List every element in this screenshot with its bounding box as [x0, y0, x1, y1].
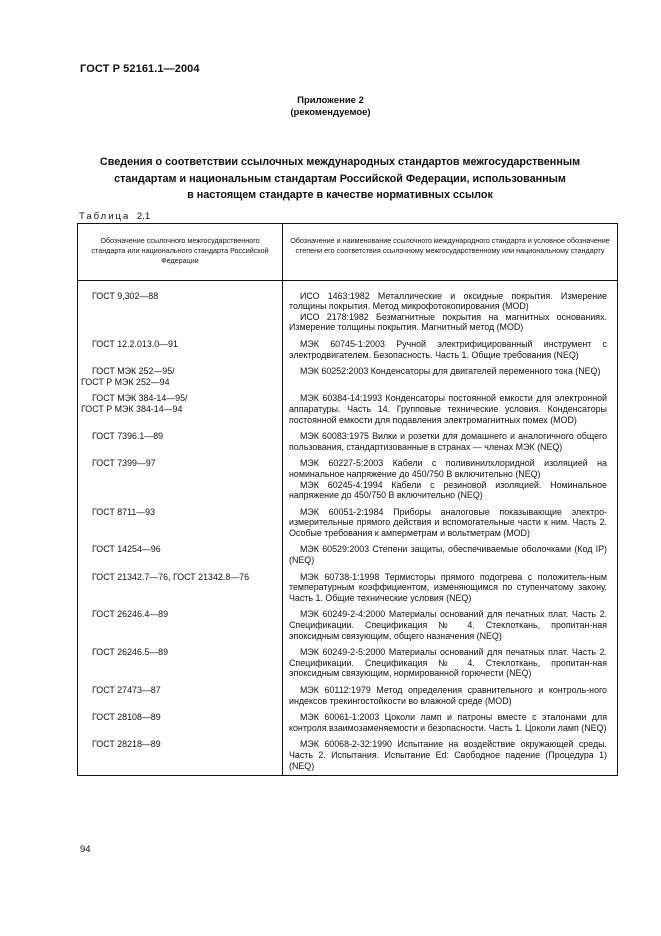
table-caption-number: 2.1 [136, 211, 151, 222]
reference-cell [283, 387, 618, 425]
gost-designation: ГОСТ 7399—97 [92, 458, 156, 469]
gost-cell [78, 280, 283, 333]
gost-cell [78, 706, 283, 733]
standards-correspondence-table [77, 223, 618, 776]
table-header-row [78, 224, 618, 281]
table-caption [79, 211, 150, 222]
gost-designation: ГОСТ Р МЭК 384-14—94 [81, 403, 183, 414]
reference-cell [283, 280, 618, 333]
gost-designation: ГОСТ МЭК 384-14—95/ [92, 393, 188, 404]
reference-text: МЭК 60051-2:1984 Приборы аналоговые показывающие электро-измерительные прямого действия и вспомогательные части к ним. Часть 2. Особые требования к амперметрам и вольтметрам (MOD) [289, 506, 607, 538]
gost-cell [78, 425, 283, 452]
title-line: Сведения о соответствии ссылочных международных стандартов межгосударственным [99, 156, 581, 168]
col1-header: Обозначение ссылочного межгосударственного стандарта или национального стандарта Российской Федерации [78, 224, 283, 281]
reference-text: МЭК 60249-2-5:2000 Материалы оснований для печатных плат. Часть 2. Спецификации. Спецификация № 4. Стеклоткань, пропитан-ная эпоксидным связующим, нормированной горючести (NEQ) [289, 647, 607, 679]
gost-designation: ГОСТ МЭК 252—95/ [92, 366, 175, 377]
reference-cell [283, 566, 618, 604]
reference-cell [283, 603, 618, 641]
gost-designation: ГОСТ 28108—89 [92, 712, 161, 723]
appendix-heading [0, 95, 661, 119]
gost-designation: ГОСТ 7396.1—89 [92, 431, 164, 442]
reference-text: МЭК 60068-2-32:1990 Испытание на воздействие окружающей среды. Часть 2. Испытания. Испытание Ed: Свободное падение (Процедура 1) (NEQ) [289, 739, 607, 771]
reference-text: МЭК 60249-2-4:2000 Материалы оснований для печатных плат. Часть 2. Спецификации. Спецификация № 4. Стеклоткань, пропитан-ная эпоксидным связующим, общего назначения (NEQ) [289, 609, 607, 641]
reference-text: МЭК 60245-4:1994 Кабели с резиновой изоляцией. Номинальное напряжение до 450/750 В включительно (NEQ) [289, 479, 607, 501]
gost-cell [78, 679, 283, 706]
reference-cell [283, 501, 618, 539]
gost-designation: ГОСТ 8711—93 [92, 506, 156, 517]
reference-text: ИСО 2178:1982 Безмагнитные покрытия на магнитных основаниях. Измерение толщины покрытия. Магнитный метод (MOD) [289, 311, 607, 333]
title-line: в настоящем стандарте в качестве нормативных ссылок [187, 189, 493, 201]
title-line: стандартам и национальным стандартам Российской Федерации, использованным [114, 172, 566, 185]
reference-cell [283, 679, 618, 706]
reference-cell [283, 425, 618, 452]
reference-cell [283, 641, 618, 679]
table-row [78, 333, 618, 360]
section-title [90, 154, 590, 204]
table-row [78, 425, 618, 452]
gost-designation: ГОСТ 21342.7—76, ГОСТ 21342.8—76 [92, 571, 250, 582]
table-row [78, 280, 618, 333]
reference-cell [283, 733, 618, 775]
table-row [78, 641, 618, 679]
table-row [78, 603, 618, 641]
reference-text: МЭК 60384-14:1993 Конденсаторы постоянной емкости для электронной аппаратуры. Часть 14. Групповые технические условия. Конденсаторы постоянной емкости для подавления электромагнитных помех (MOD) [289, 393, 607, 425]
gost-cell [78, 501, 283, 539]
gost-designation: ГОСТ 26246.5—89 [92, 647, 169, 658]
gost-cell [78, 452, 283, 500]
table-row [78, 452, 618, 500]
reference-text: МЭК 60745-1:2003 Ручной электрифицированный инструмент с электродвигателем. Безопасность. Часть 1. Общие требования (NEQ) [289, 338, 607, 360]
table-row [78, 706, 618, 733]
reference-text: МЭК 60112:1979 Метод определения сравнительного и контроль-ного индексов трекингостойкости во влажной среде (MOD) [289, 685, 607, 706]
gost-cell [78, 733, 283, 775]
reference-text: ИСО 1463:1982 Металлические и оксидные покрытия. Измерение толщины покрытия. Метод микрофотокопирования (MOD) [289, 290, 607, 312]
reference-text: МЭК 60061-1:2003 Цоколи ламп и патроны вместе с эталонами для контроля взаимозаменяемости и безопасности. Часть 1. Цоколи ламп (NEQ) [289, 712, 607, 733]
reference-cell [283, 538, 618, 565]
reference-text: МЭК 60252:2003 Конденсаторы для двигателей переменного тока (NEQ) [300, 366, 601, 377]
reference-text: МЭК 60529:2003 Степени защиты, обеспечиваемые оболочками (Код IP)(NEQ) [289, 544, 607, 566]
table-row [78, 679, 618, 706]
reference-text: МЭК 60738-1:1998 Термисторы прямого подогрева с положитель-ным температурным коэффициентом, изменяющимся по ступенчатому закону. Часть 1. Общие технические условия (NEQ) [289, 571, 607, 603]
document-code: ГОСТ Р 52161.1—2004 [80, 63, 200, 75]
gost-designation: ГОСТ 12.2.013.0—91 [92, 338, 178, 349]
appendix-title: Приложение 2 [297, 95, 364, 106]
gost-designation: ГОСТ 28218—89 [92, 739, 161, 750]
table-row [78, 566, 618, 604]
gost-cell [78, 538, 283, 565]
reference-cell [283, 706, 618, 733]
table-row [78, 360, 618, 387]
gost-designation: ГОСТ Р МЭК 252—94 [81, 376, 170, 387]
reference-text: МЭК 60083:1975 Вилки и розетки для домашнего и аналогичного общего пользования, стандартизованные в странах — членах МЭК (NEQ) [289, 431, 607, 452]
reference-cell [283, 360, 618, 387]
gost-designation: ГОСТ 14254—96 [92, 544, 161, 555]
gost-cell [78, 360, 283, 387]
table-row [78, 733, 618, 775]
reference-cell [283, 333, 618, 360]
gost-cell [78, 333, 283, 360]
gost-designation: ГОСТ 27473—87 [92, 685, 161, 696]
table-row [78, 387, 618, 425]
table-row [78, 501, 618, 539]
page-number: 94 [80, 844, 91, 855]
gost-cell [78, 641, 283, 679]
table-caption-label: Таблица [79, 211, 131, 222]
gost-cell [78, 566, 283, 604]
reference-text: МЭК 60227-5:2003 Кабели с поливинилхлоридной изоляцией на номинальное напряжение до 450/750 В включительно (NEQ) [289, 458, 607, 479]
appendix-note: (рекомендуемое) [290, 107, 371, 118]
gost-designation: ГОСТ 26246.4—89 [92, 609, 169, 620]
reference-cell [283, 452, 618, 500]
gost-designation: ГОСТ 9,302—88 [92, 290, 159, 301]
col2-header: Обозначение и наименование ссылочного международного стандарта и условное обозначение степени его соответствия ссылочному межгосударственному или национальному стандарту [283, 224, 618, 281]
gost-cell [78, 387, 283, 425]
table-row [78, 538, 618, 565]
gost-cell [78, 603, 283, 641]
